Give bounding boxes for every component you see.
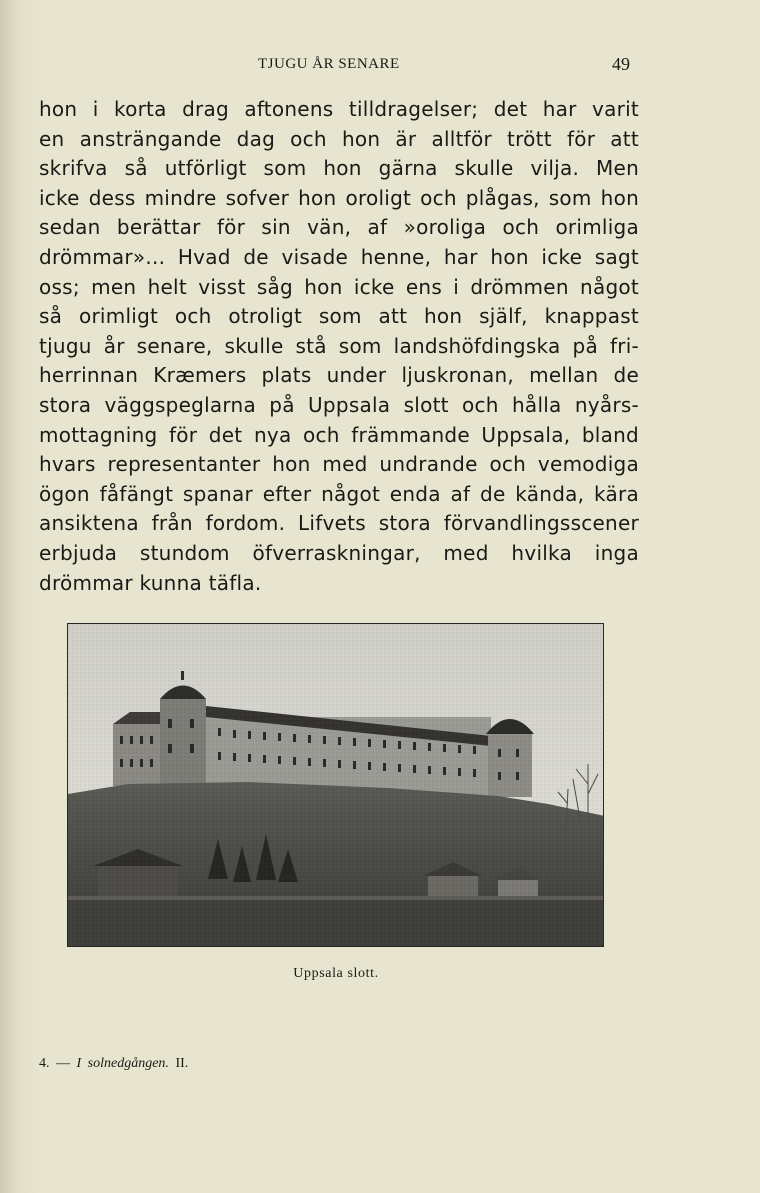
text-line: herrinnan Kræmers plats under ljuskronan, mellan de bbox=[39, 363, 639, 388]
book-title: I solnedgången. bbox=[76, 1056, 169, 1071]
text-line: en ansträngande dag och hon är alltför trött för att bbox=[39, 126, 639, 151]
text-line: stora väggspeglarna på Uppsala slott och hålla nyårs- bbox=[39, 392, 639, 417]
text-line: ögon fåfängt spanar efter något enda af de kända, kära bbox=[39, 481, 639, 506]
text-line: hon i korta drag aftonens tilldragelser; det har varit bbox=[39, 97, 639, 121]
text-line: mottagning för det nya och främmande Uppsala, bland bbox=[39, 422, 639, 447]
text-line: erbjuda stundom öfverraskningar, med hvilka inga bbox=[39, 540, 639, 565]
text-line: sedan berättar för sin vän, af »oroliga och orimliga bbox=[39, 215, 639, 240]
figure-caption: Uppsala slott. bbox=[293, 966, 379, 981]
text-line: tjugu år senare, skulle stå som landshöfdingska på fri- bbox=[39, 333, 639, 358]
signature-mark: 4. — bbox=[39, 1056, 70, 1071]
text-line: oss; men helt visst såg hon icke ens i drömmen något bbox=[39, 274, 639, 299]
text-line: så orimligt och otroligt som att hon själf, knappast bbox=[39, 304, 639, 329]
text-line: skrifva så utförligt som hon gärna skulle vilja. Men bbox=[39, 156, 639, 181]
text-line: icke dess mindre sofver hon oroligt och plågas, som hon bbox=[39, 185, 639, 210]
running-title: TJUGU ÅR SENARE bbox=[258, 56, 400, 72]
text-line: ansiktena från fordom. Lifvets stora förvandlingsscener bbox=[39, 511, 639, 536]
body-text bbox=[39, 95, 639, 598]
castle-photograph bbox=[67, 623, 604, 947]
volume-number: II. bbox=[175, 1056, 189, 1071]
text-line: hvars representanter hon med undrande och vemodiga bbox=[39, 452, 639, 477]
running-header bbox=[0, 56, 760, 78]
signature-line bbox=[39, 1056, 188, 1072]
page-number: 49 bbox=[612, 54, 630, 74]
castle-illustration bbox=[68, 624, 604, 947]
text-line: drömmar»... Hvad de visade henne, har hon icke sagt bbox=[39, 244, 639, 269]
text-line: drömmar kunna täfla. bbox=[39, 570, 262, 595]
